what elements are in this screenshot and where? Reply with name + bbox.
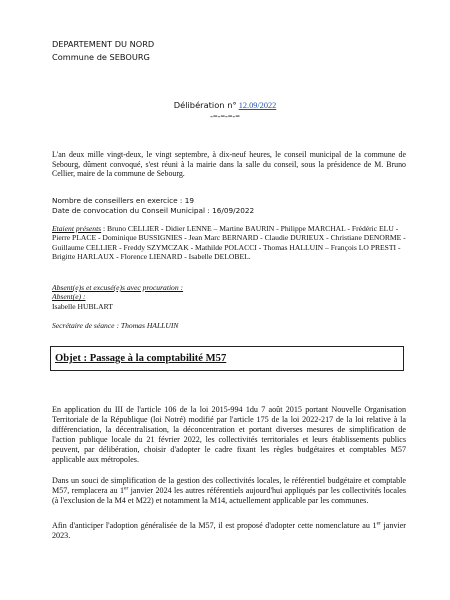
objet-title [55,353,226,364]
conseillers-count: Nombre de conseillers en exercice : 19 [52,196,194,205]
deliberation-label: Délibération n° [173,100,237,110]
council-counts [52,196,254,215]
p3-text-end: janvier 2023. [52,521,406,541]
absents-block [52,283,183,311]
deliberation-heading [0,100,450,122]
paragraph-application-loi: En application du III de l'article 106 de la loi 2015-994 1du 7 août 2015 portant Nouvelle Organisation Territoriale de la République (loi Notré) modifié par l'article 175 de la loi 2022-217 de la loi relative à la différenciation, la décentralisation, la déconcentration et portant diverses mesures de simplification de l'action publique locale du 21 février 2022, les collectivités territoriales et leurs établissements publics peuvent, par délibération, choisir d'adopter le cadre fixant les règles budgétaires et comptables M57 applicable aux métropoles. [52,405,406,465]
paragraph-simplification [52,476,406,506]
deliberation-separator: -=-=-=-= [210,112,240,121]
absent-name: Isabelle HUBLART [52,301,113,311]
p2-text-end: janvier 2024 les autres référentiels aujourd'hui appliqués par les collectivités locales (à l'exclusion de la M4 et M22) et notamment la M14, actuellement applicable par les communes. [52,486,407,506]
objet-label: Objet : [55,353,88,364]
p3-text-start: Afin d'anticiper l'adoption généralisée de la M57, il est proposé d'adopter cette nomenclature au 1 [52,521,377,530]
secretaire-de-seance: Secrétaire de séance : Thomas HALLUIN [52,321,179,330]
presents-list: : Bruno CELLIER - Didier LENNE – Martine BAURIN - Philippe MARCHAL - Frédéric ELU - Pierre PLACE - Dominique BUSSIGNIES - Jean Marc BERNARD - Claudie DURIEUX - Christiane DENORME - Guillaume CELLIER - Freddy SZYMCZAK - Mathilde POLACCI - Thomas HALLUIN – François LO PRESTI - Brigitte HARLAUX - Florence LIENARD - Isabelle DELOBEL. [52,224,406,262]
objet-box [50,346,404,371]
paragraph-anticipation [52,521,406,541]
intro-paragraph: L'an deux mille vingt-deux, le vingt septembre, à dix-neuf heures, le conseil municipal de la commune de Sebourg, dûment convoqué, s'est réuni à la mairie dans la salle du conseil, sous la présidence de M. Bruno Cellier, maire de la commune de Sebourg. [52,150,406,179]
objet-text: Passage à la comptabilité M57 [87,353,227,364]
department-name: DEPARTEMENT DU NORD [52,39,155,49]
presents-block [52,224,406,262]
procuration-label: Absent(e)s et excusé(e)s avec procuration : [52,283,184,292]
convocation-date: Date de convocation du Conseil Municipal : 16/09/2022 [52,205,255,215]
absent-label: Absent(e) : [52,292,86,302]
presents-label: Etaient présents [52,224,102,233]
p2-superscript: er [124,485,129,492]
p2-text-start: Dans un souci de simplification de la gestion des collectivités locales, le référentiel budgétaire et comptable M57, remplacera au 1 [52,476,406,496]
deliberation-number-link[interactable]: 12.09/2022 [238,101,277,110]
document-header [52,38,154,64]
commune-name: Commune de SEBOURG [52,52,150,62]
p3-superscript: er [376,520,381,527]
